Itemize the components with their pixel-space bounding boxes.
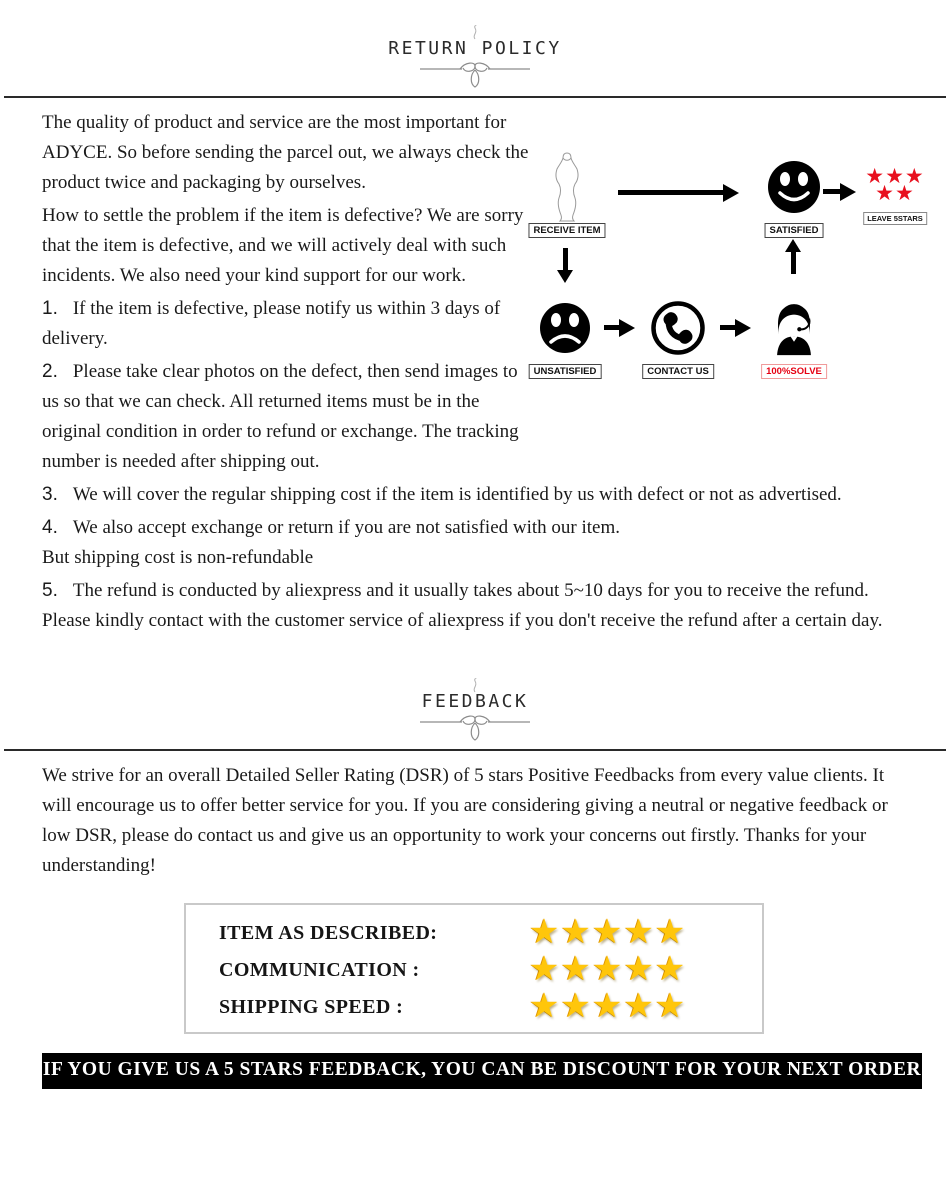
flourish-divider-icon	[420, 713, 530, 743]
item-text: We also accept exchange or return if you are not satisfied with our item.	[72, 517, 621, 538]
rating-label: COMMUNICATION :	[219, 958, 420, 981]
sad-face-icon	[539, 302, 591, 354]
item-number: 3.	[42, 484, 58, 505]
flow-arrow	[720, 325, 736, 330]
item-text: The refund is conducted by aliexpress and it usually takes about 5~10 days for you to receive the refund. Please kindly contact with the customer service of aliexpress if you don't receive the refund after a certain day.	[42, 580, 883, 631]
flow-arrow	[604, 325, 620, 330]
flow-arrow	[823, 189, 841, 194]
flow-arrow-up	[791, 251, 796, 274]
rating-row-item-as-described	[186, 914, 762, 951]
customer-service-icon	[769, 299, 819, 356]
item-number: 1.	[42, 298, 58, 319]
happy-face-icon	[767, 160, 821, 214]
gold-stars-icon: ★★★★★	[529, 987, 687, 1025]
settle-problem-paragraph: How to settle the problem if the item is defective? We are sorry that the item is defective, and we will actively deal with such incidents. We also need your kind support for our work.	[42, 205, 524, 286]
dress-icon	[549, 152, 585, 222]
flow-arrow-down	[563, 248, 568, 271]
gold-stars-icon: ★★★★★	[529, 913, 687, 951]
flow-label-unsatisfied: UNSATISFIED	[529, 364, 602, 379]
flow-label-satisfied: SATISFIED	[765, 223, 824, 238]
section-title-feedback: FEEDBACK	[421, 691, 529, 712]
feedback-content	[0, 751, 950, 1089]
item-text: If the item is defective, please notify us within 3 days of delivery.	[42, 298, 501, 349]
item-number: 5.	[42, 580, 58, 601]
phone-icon	[649, 299, 707, 357]
quality-paragraph: The quality of product and service are the most important for ADYCE. So before sending the parcel out, we always check the product twice and packaging by ourselves.	[42, 112, 529, 193]
return-policy-header	[0, 0, 950, 90]
flow-label-contact-us: CONTACT US	[642, 364, 714, 379]
item-number: 2.	[42, 361, 58, 382]
feedback-header	[0, 639, 950, 743]
dsr-paragraph: We strive for an overall Detailed Seller Rating (DSR) of 5 stars Positive Feedbacks from every value clients. It will encourage us to offer better service for you. If you are considering giving a neutral or negative feedback or low DSR, please do contact us and give us an opportunity to work your concerns out firstly. Thanks for your understanding!	[42, 765, 888, 876]
flow-label-leave-5stars: LEAVE 5STARS	[863, 212, 927, 225]
item-number: 4.	[42, 517, 58, 538]
return-policy-content	[0, 98, 950, 639]
rating-row-shipping-speed	[186, 988, 762, 1025]
item-text: We will cover the regular shipping cost if the item is identified by us with defect or not as advertised.	[72, 484, 842, 505]
flow-arrow	[618, 190, 724, 195]
rating-row-communication	[186, 951, 762, 988]
discount-banner: IF YOU GIVE US A 5 STARS FEEDBACK, YOU CAN BE DISCOUNT FOR YOUR NEXT ORDER	[42, 1053, 922, 1089]
item-text-line2: But shipping cost is non-refundable	[42, 547, 314, 568]
section-title-return-policy: RETURN POLICY	[388, 38, 562, 59]
rating-label: SHIPPING SPEED :	[219, 995, 404, 1018]
dsr-ratings-box	[184, 903, 764, 1034]
policy-item-4	[42, 513, 906, 573]
flow-label-receive-item: RECEIVE ITEM	[528, 223, 605, 238]
gold-stars-icon: ★★★★★	[529, 950, 687, 988]
five-red-stars-icon: ★★★ ★★	[865, 164, 925, 205]
rating-label: ITEM AS DESCRIBED:	[219, 921, 438, 944]
policy-item-3	[42, 480, 906, 510]
item-text: Please take clear photos on the defect, then send images to us so that we can check. All returned items must be in the original condition in order to refund or exchange. The tracking number is needed after shipping out.	[42, 361, 519, 472]
flow-label-100-solve: 100%SOLVE	[761, 364, 827, 379]
flourish-divider-icon	[420, 60, 530, 90]
policy-item-5	[42, 576, 906, 636]
return-flowchart	[532, 108, 950, 464]
